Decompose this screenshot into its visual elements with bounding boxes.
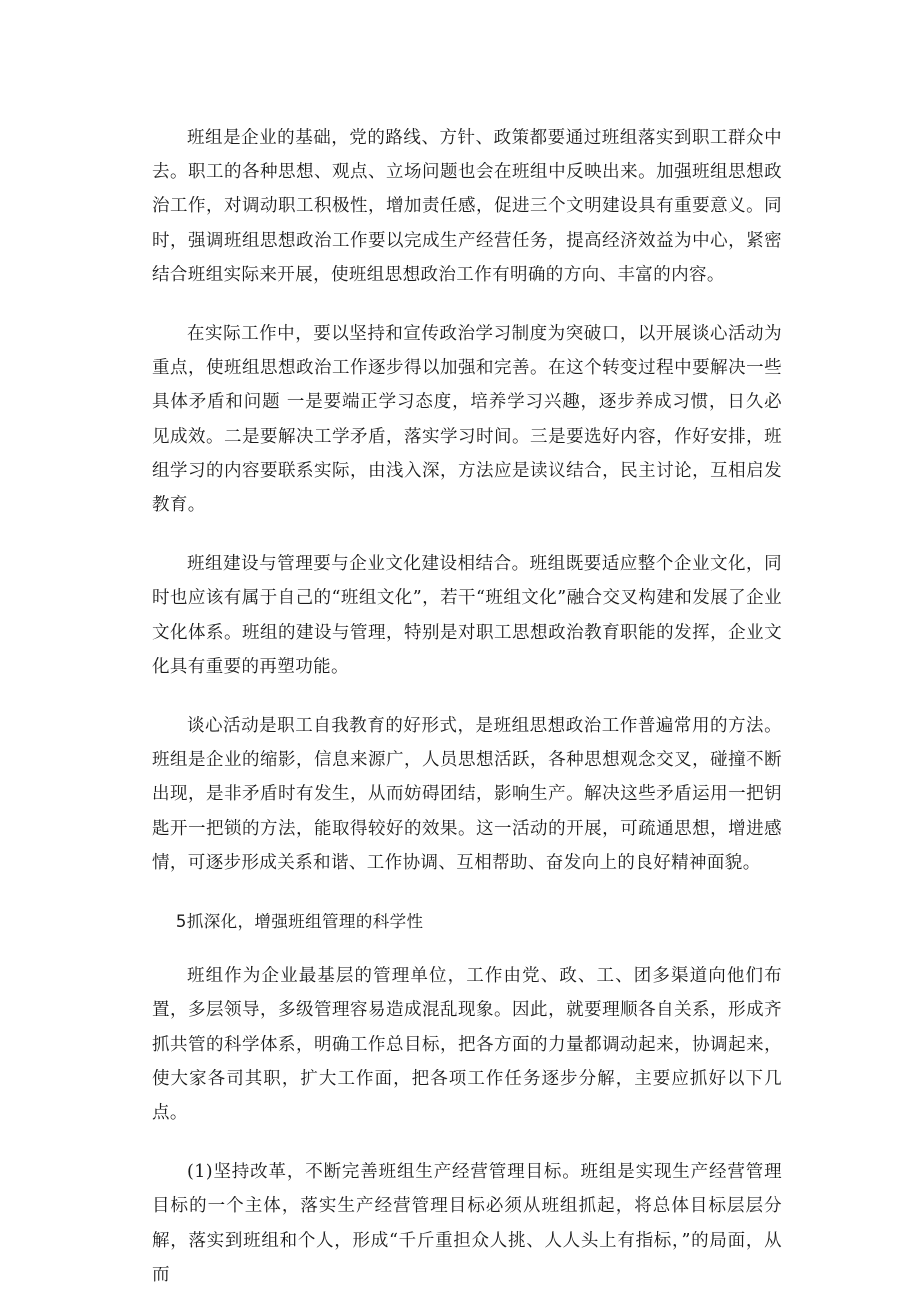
paragraph-political-study: 在实际工作中，要以坚持和宣传政治学习制度为突破口，以开展谈心活动为重点，使班组思想政治工作逐步得以加强和完善。在这个转变过程中要解决一些具体矛盾和问题 一是要端正学习态度，培养学习兴趣，逐步养成习惯，日久必见成效。二是要解决工学矛盾，落实学习时间。三是要选好内容，作好安排，班组学习的内容要联系实际，由浅入深，方法应是读议结合，民主讨论，互相启发教育。 (152, 324, 782, 516)
paragraph-heart-talk: 谈心活动是职工自我教育的好形式，是班组思想政治工作普遍常用的方法。班组是企业的缩影，信息来源广，人员思想活跃，各种思想观念交叉，碰撞不断出现，是非矛盾时有发生，从而妨碍团结，影响生产。解决这些矛盾运用一把钥匙开一把锁的方法，能取得较好的效果。这一活动的开展，可疏通思想，增进感情，可逐步形成关系和谐、工作协调、互相帮助、奋发向上的良好精神面貌。 (152, 716, 782, 873)
document-body (152, 121, 782, 1292)
paragraph-team-foundation: 班组是企业的基础，党的路线、方针、政策都要通过班组落实到职工群众中去。职工的各种思想、观点、立场问题也会在班组中反映出来。加强班组思想政治工作，对调动职工积极性，增加责任感，促进三个文明建设具有重要意义。同时，强调班组思想政治工作要以完成生产经营任务，提高经济效益为中心，紧密结合班组实际来开展，使班组思想政治工作有明确的方向、丰富的内容。 (152, 128, 782, 285)
paragraph-enterprise-culture: 班组建设与管理要与企业文化建设相结合。班组既要适应整个企业文化，同时也应该有属于自己的“班组文化”，若干“班组文化”融合交叉构建和发展了企业文化体系。班组的建设与管理，特别是对职工思想政治教育职能的发挥，企业文化具有重要的再塑功能。 (152, 554, 782, 677)
paragraph-management-unit: 班组作为企业最基层的管理单位，工作由党、政、工、团多渠道向他们布置，多层领导，多级管理容易造成混乱现象。因此，就要理顺各自关系，形成齐抓共管的科学体系，明确工作总目标，把各方面的力量都调动起来，协调起来，使大家各司其职，扩大工作面，把各项工作任务逐步分解，主要应抓好以下几点。 (152, 966, 782, 1124)
section-heading: 5抓深化，增强班组管理的科学性 (175, 912, 424, 932)
paragraph-reform-goals: (1)坚持改革，不断完善班组生产经营管理目标。班组是实现生产经营管理目标的一个主体，落实生产经营管理目标必须从班组抓起，将总体目标层层分解，落实到班组和个人，形成“千斤重担众人挑、人人头上有指标，”的局面，从而 (152, 1162, 782, 1285)
